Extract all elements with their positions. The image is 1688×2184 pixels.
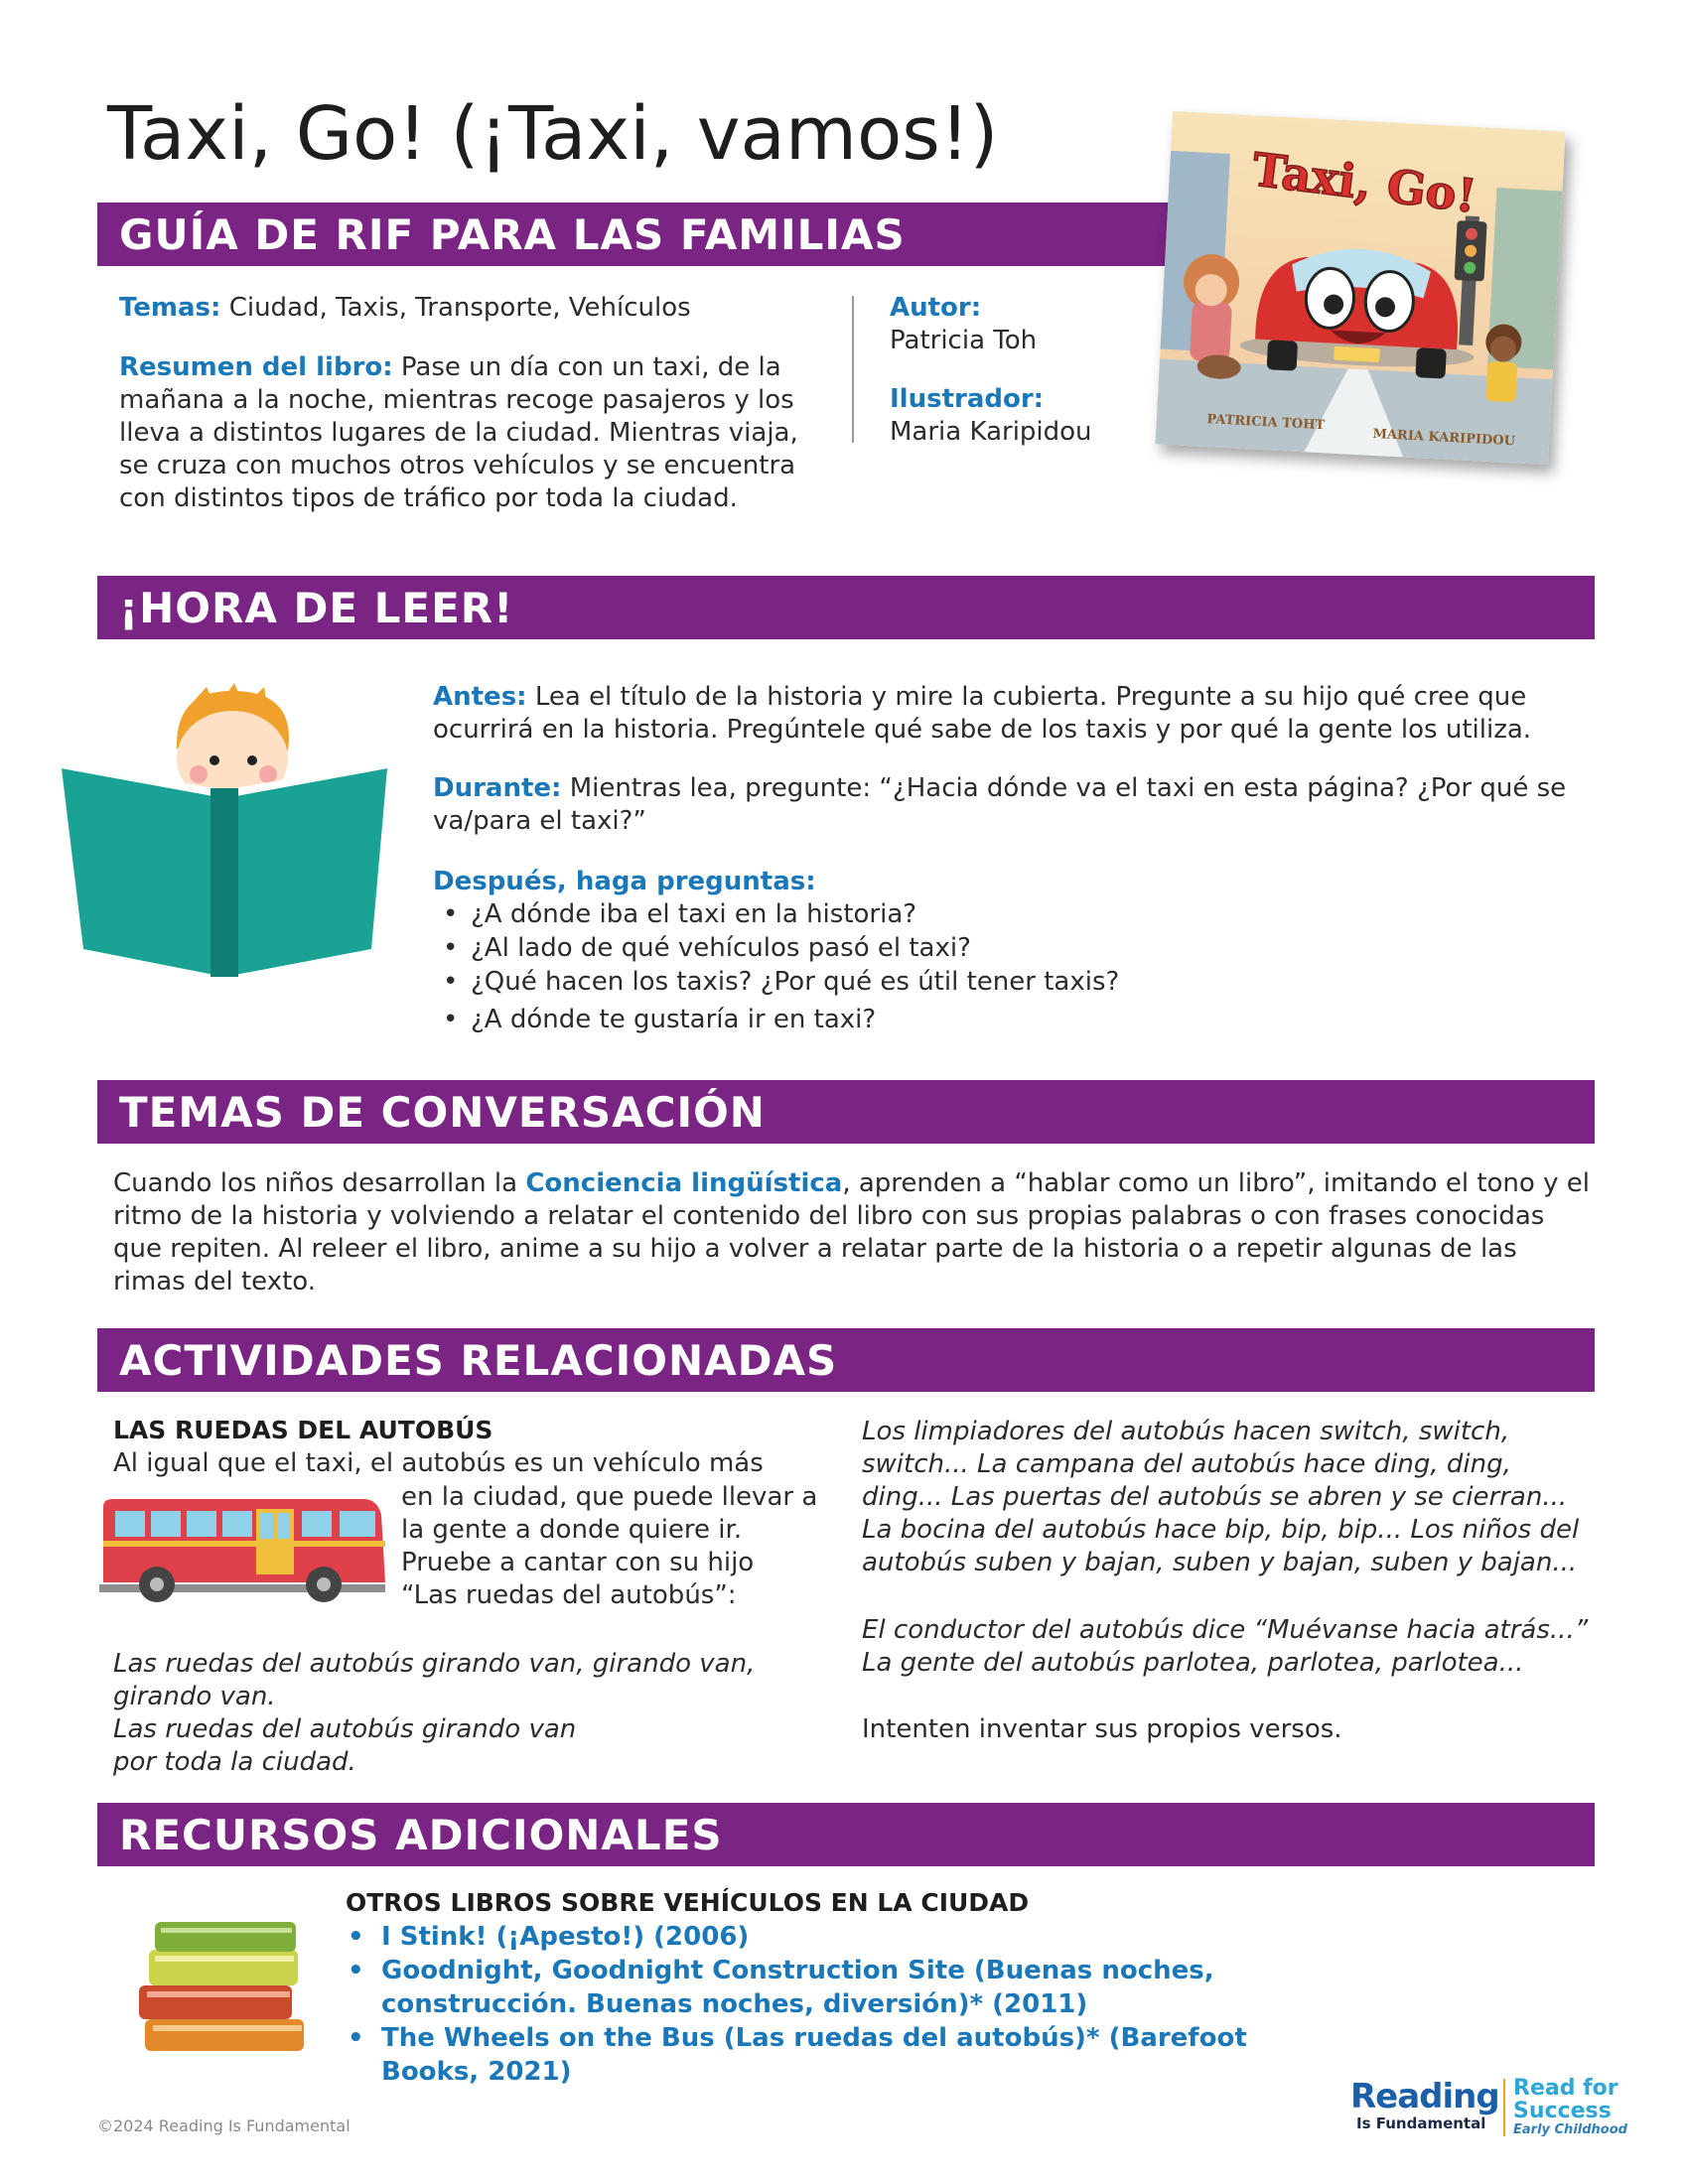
section-header-guide <box>97 203 1180 266</box>
rif-logo-sub: Is Fundamental <box>1356 2115 1486 2132</box>
rfs-logo <box>1513 2077 1632 2140</box>
section-header-conversation-label: TEMAS DE CONVERSACIÓN <box>119 1087 766 1137</box>
during-block <box>433 772 1595 838</box>
before-block <box>433 681 1595 747</box>
after-label: Después, haga preguntas: <box>433 867 816 896</box>
copyright: ©2024 Reading Is Fundamental <box>97 2116 351 2135</box>
books-list <box>346 1920 1289 2089</box>
child-reading-illustration <box>58 679 395 977</box>
cover-illustrator: MARIA KARIPIDOU <box>1372 426 1516 450</box>
child-reading-icon <box>58 679 395 977</box>
list-item: • Goodnight, Goodnight Construction Site (Buenas noches, construcción. Buenas noches, diversión)* (2011) <box>346 1954 1289 2021</box>
section-header-conversation <box>97 1080 1595 1144</box>
rfs-logo-line1: Read for <box>1513 2076 1618 2101</box>
author-value: Patricia Toh <box>890 326 1038 355</box>
cover-author: PATRICIA TOHT <box>1206 412 1326 434</box>
bus-illustration <box>97 1497 389 1606</box>
books-stack-icon <box>135 1916 310 2055</box>
section-header-reading-label: ¡HORA DE LEER! <box>119 583 514 632</box>
rif-logo <box>1350 2079 1499 2138</box>
activity-subtitle: LAS RUEDAS DEL AUTOBÚS <box>113 1416 493 1444</box>
conversation-text-part1: Cuando los niños desarrollan la <box>113 1168 526 1198</box>
section-header-reading <box>97 576 1595 639</box>
summary-value: Pase un día con un taxi, de la mañana a la noche, mientras recoge pasajeros y los lleva a distintos lugares de la ciudad. Mientras viaja, se cruza con muchos otros vehículos y se encuentra con distintos tipos de tráfico por toda la ciudad. <box>119 352 798 513</box>
rif-logo-main: Reading <box>1350 2077 1499 2116</box>
books-stack-illustration <box>135 1916 310 2055</box>
list-item: • ¿Qué hacen los taxis? ¿Por qué es útil tener taxis? <box>433 965 1525 999</box>
before-label: Antes: <box>433 682 527 712</box>
conversation-highlight: Conciencia lingüística <box>525 1168 843 1198</box>
section-header-guide-label: GUÍA DE RIF PARA LAS FAMILIAS <box>119 209 906 259</box>
section-header-resources <box>97 1803 1595 1866</box>
list-item: • The Wheels on the Bus (Las ruedas del autobús)* (Barefoot Books, 2021) <box>346 2021 1289 2089</box>
list-item: • ¿Al lado de qué vehículos pasó el taxi? <box>433 931 1525 965</box>
rfs-logo-line2: Success <box>1513 2099 1612 2123</box>
list-item: • ¿A dónde iba el taxi en la historia? <box>433 897 1525 931</box>
before-text: Lea el título de la historia y mire la cubierta. Pregunte a su hijo qué cree que ocurrirá en la historia. Pregúntele qué sabe de los taxis y por qué la gente los utiliza. <box>433 682 1532 745</box>
themes-value: Ciudad, Taxis, Transporte, Vehículos <box>228 293 691 323</box>
song-left: Las ruedas del autobús girando van, girando van, girando van. Las ruedas del autobús girando van por toda la ciudad. <box>113 1649 756 1777</box>
bus-icon <box>97 1497 389 1606</box>
summary-block <box>119 351 804 515</box>
activity-intro-rest: en la ciudad, que puede llevar a la gente a donde quiere ir. Pruebe a cantar con su hijo “Las ruedas del autobús”: <box>401 1482 818 1610</box>
rfs-logo-line3: Early Childhood <box>1513 2122 1627 2137</box>
illustrator-block <box>890 383 1188 449</box>
activity-intro-line1: Al igual que el taxi, el autobús es un vehículo más <box>113 1448 764 1478</box>
author-block <box>890 292 1188 357</box>
themes-block <box>119 292 814 325</box>
divider <box>852 296 854 443</box>
illustrator-label: Ilustrador: <box>890 384 1045 414</box>
logo-divider <box>1503 2079 1505 2136</box>
page-title: Taxi, Go! (¡Taxi, vamos!) <box>107 91 999 177</box>
conversation-text-part2: , aprenden a “hablar como un libro”, imitando el tono y el ritmo de la historia y volviendo a relatar el contenido del libro con sus propias palabras o con frases conocidas que repiten. Al releer el libro, anime a su hijo a volver a relatar parte de la historia o a repetir algunas de las rimas del texto. <box>113 1168 1590 1297</box>
author-label: Autor: <box>890 293 982 323</box>
conversation-text <box>113 1167 1595 1298</box>
themes-label: Temas: <box>119 293 221 323</box>
book-cover-illustration <box>1155 111 1565 465</box>
summary-label: Resumen del libro: <box>119 352 393 382</box>
book-cover <box>1155 111 1565 465</box>
section-header-activities-label: ACTIVIDADES RELACIONADAS <box>119 1335 838 1385</box>
list-item: • ¿A dónde te gustaría ir en taxi? <box>433 1003 1525 1036</box>
section-header-resources-label: RECURSOS ADICIONALES <box>119 1810 723 1859</box>
resources-subtitle: OTROS LIBROS SOBRE VEHÍCULOS EN LA CIUDAD <box>346 1888 1030 1917</box>
illustrator-value: Maria Karipidou <box>890 417 1092 447</box>
during-label: Durante: <box>433 773 562 803</box>
activity-closing: Intenten inventar sus propios versos. <box>862 1714 1342 1744</box>
questions-list <box>433 897 1525 1036</box>
section-header-activities <box>97 1328 1595 1392</box>
during-text: Mientras lea, pregunte: “¿Hacia dónde va el taxi en esta página? ¿Por qué se va/para el taxi?” <box>433 773 1567 836</box>
cover-title: Taxi, Go! <box>1249 142 1479 223</box>
song-right-1: Los limpiadores del autobús hacen switch, switch, switch... La campana del autobús hace ding, ding, ding... Las puertas del autobús se abren y se cierran... La bocina del autobús hace bip, bip, bip... Los niños del autobús suben y bajan, suben y bajan, suben y bajan... <box>862 1417 1580 1577</box>
list-item: • I Stink! (¡Apesto!) (2006) <box>346 1920 1289 1954</box>
song-right-2: El conductor del autobús dice “Muévanse hacia atrás...” La gente del autobús parlotea, parlotea, parlotea... <box>862 1615 1589 1678</box>
